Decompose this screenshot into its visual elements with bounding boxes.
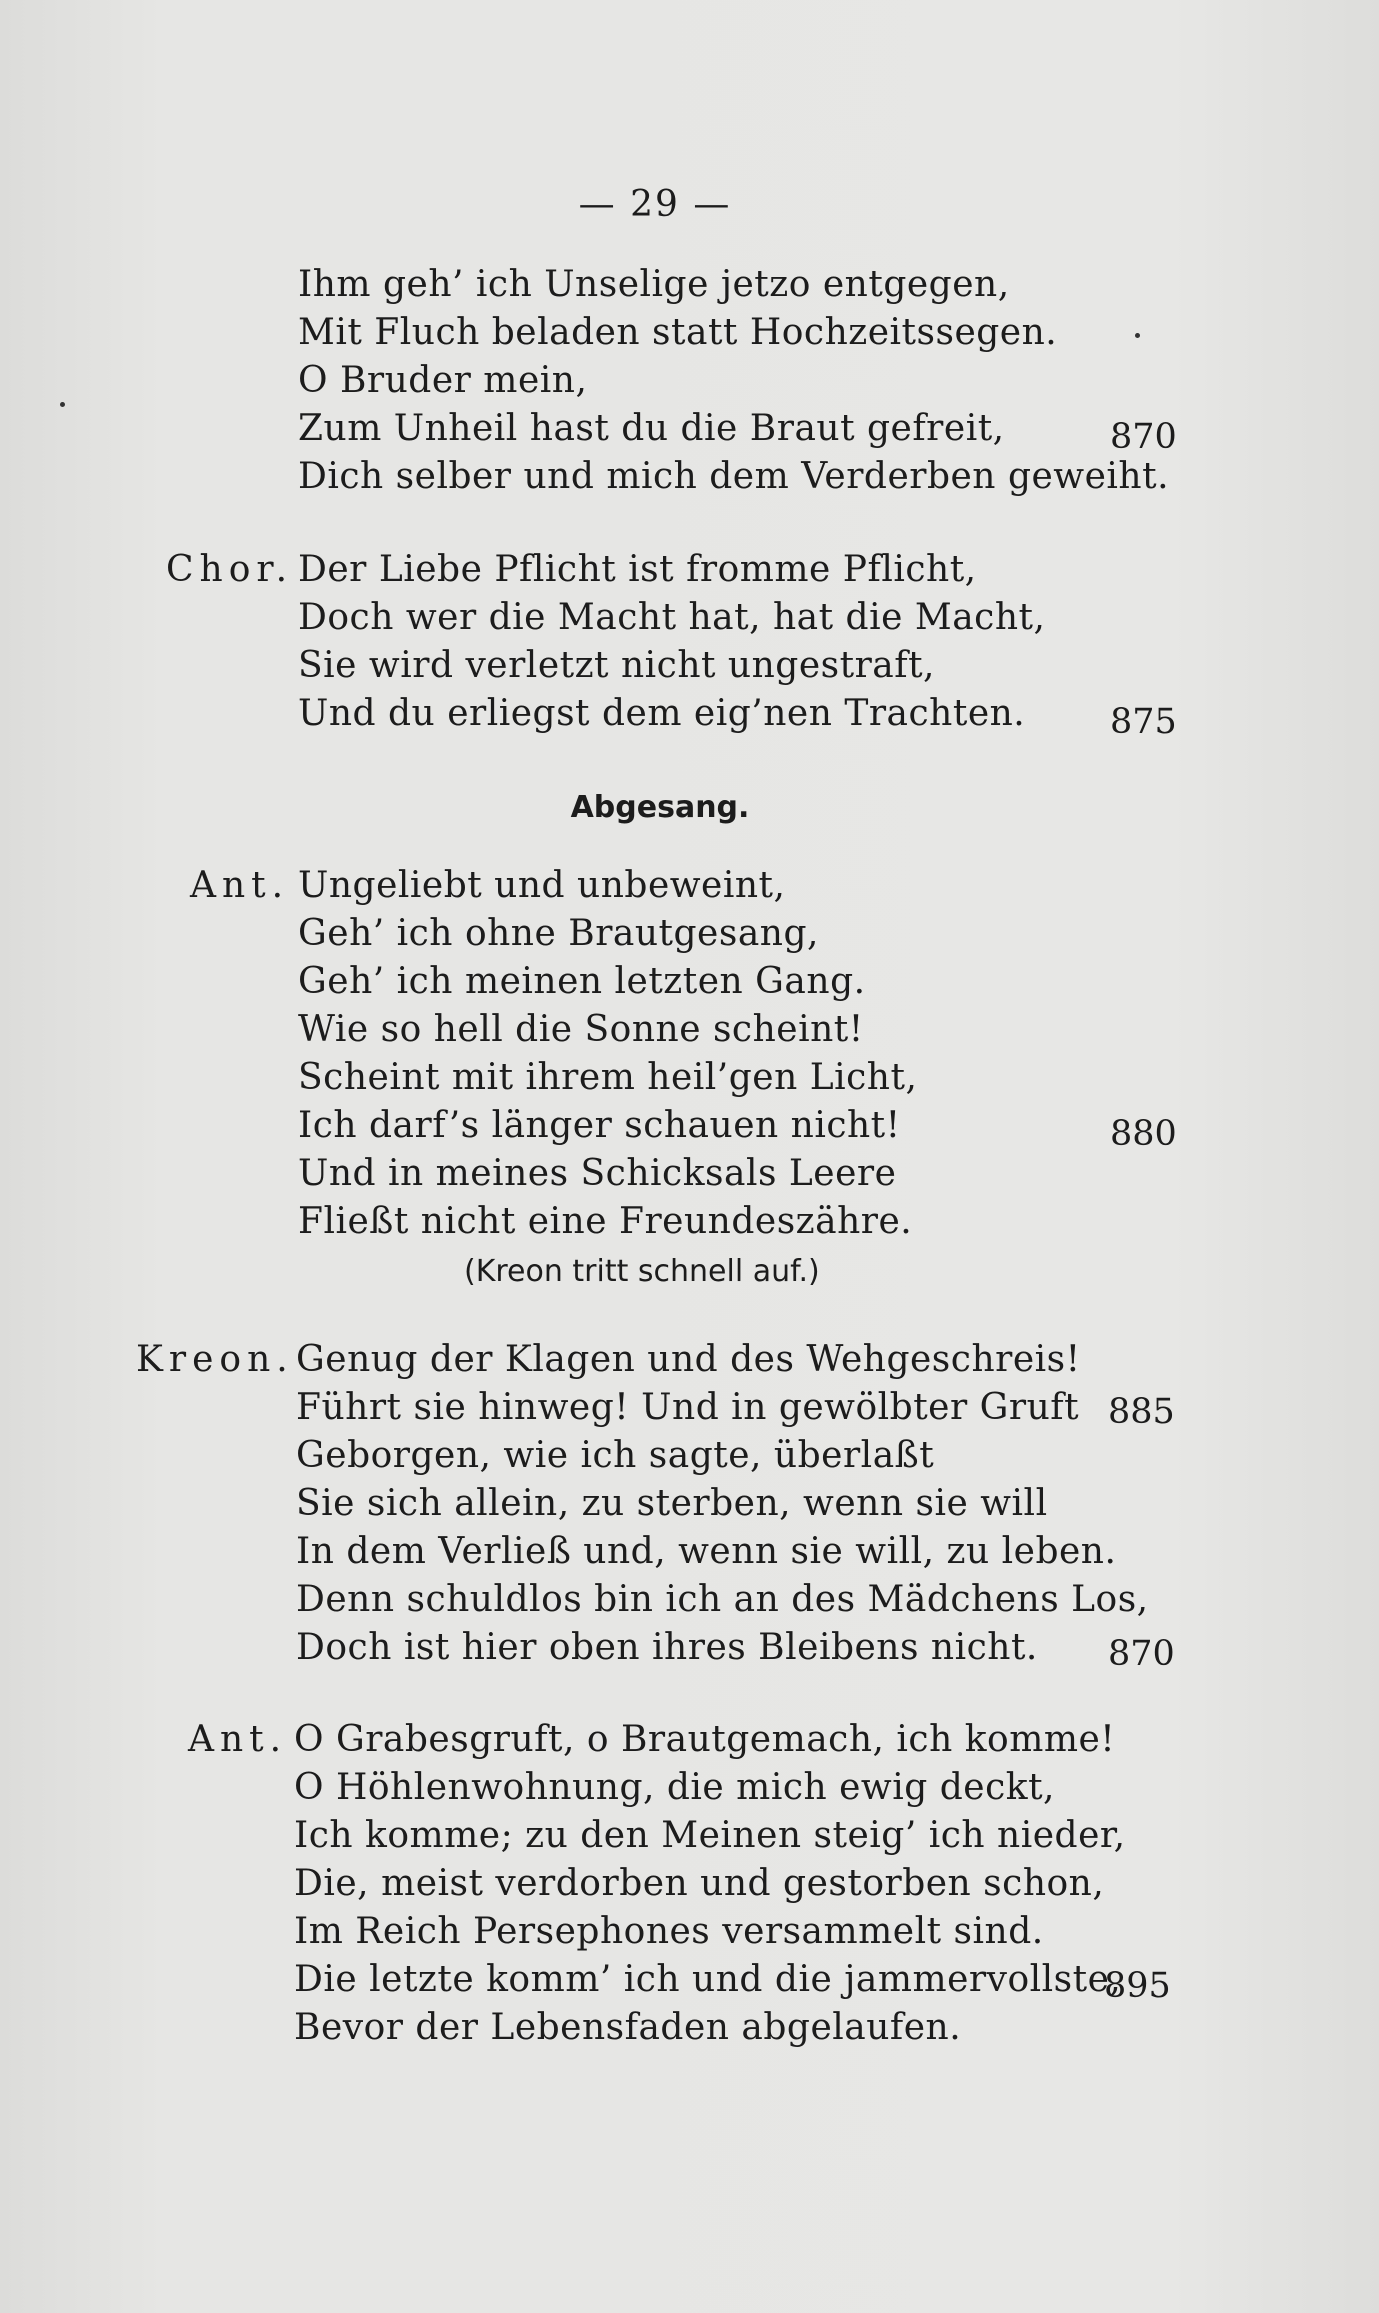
verse-line: Im Reich Persephones versammelt sind. (294, 1911, 1044, 1952)
verse-line: Doch wer die Macht hat, hat die Macht, (298, 597, 1046, 638)
verse-line: Fließt nicht eine Freundeszähre. (298, 1201, 913, 1242)
speaker-label: Ant. (188, 1719, 288, 1760)
scan-speck (1135, 333, 1140, 338)
verse-line: Wie so hell die Sonne scheint! (298, 1009, 864, 1050)
verse-line: Sie wird verletzt nicht ungestraft, (298, 645, 935, 686)
line-number: 875 (1110, 702, 1177, 742)
verse-line: Ungeliebt und unbeweint, (298, 865, 786, 906)
section-heading: Abgesang. (570, 790, 750, 825)
verse-line: Sie sich allein, zu sterben, wenn sie will (296, 1483, 1048, 1524)
line-number: 870 (1108, 1634, 1175, 1674)
line-number: 895 (1104, 1966, 1171, 2006)
verse-line: Geh’ ich meinen letzten Gang. (298, 961, 866, 1002)
verse-line: Ich darf’s länger schauen nicht! (298, 1105, 901, 1146)
verse-line: Bevor der Lebensfaden abgelaufen. (294, 2007, 962, 2048)
verse-line: Und in meines Schicksals Leere (298, 1153, 897, 1194)
verse-line: O Höhlenwohnung, die mich ewig deckt, (294, 1767, 1055, 1808)
verse-line: Ihm geh’ ich Unselige jetzo entgegen, (298, 264, 1010, 305)
speaker-label: Kreon. (136, 1339, 294, 1380)
speaker-label: Chor. (166, 549, 294, 590)
verse-line: O Grabesgruft, o Brautgemach, ich komme! (294, 1719, 1116, 1760)
verse-line: Geh’ ich ohne Brautgesang, (298, 913, 819, 954)
verse-line: Ich komme; zu den Meinen steig’ ich nieder, (294, 1815, 1126, 1856)
verse-line: Die letzte komm’ ich und die jammervollste, (294, 1959, 1122, 2000)
verse-line: In dem Verließ und, wenn sie will, zu leben. (296, 1531, 1117, 1572)
verse-line: Und du erliegst dem eig’nen Trachten. (298, 693, 1026, 734)
verse-line: Doch ist hier oben ihres Bleibens nicht. (296, 1627, 1038, 1668)
verse-line: Mit Fluch beladen statt Hochzeitssegen. (298, 312, 1058, 353)
line-number: 880 (1110, 1114, 1177, 1154)
scan-speck (60, 402, 65, 407)
line-number: 885 (1108, 1392, 1175, 1432)
line-number: 870 (1110, 417, 1177, 457)
stage-direction: (Kreon tritt schnell auf.) (464, 1254, 820, 1289)
verse-line: Scheint mit ihrem heil’gen Licht, (298, 1057, 918, 1098)
verse-line: Der Liebe Pflicht ist fromme Pflicht, (298, 549, 977, 590)
verse-line: Dich selber und mich dem Verderben geweiht. (298, 456, 1170, 497)
verse-line: Geborgen, wie ich sagte, überlaßt (296, 1435, 935, 1476)
page-number: — 29 — (578, 184, 732, 225)
verse-line: Die, meist verdorben und gestorben schon, (294, 1863, 1105, 1904)
verse-line: Zum Unheil hast du die Braut gefreit, (298, 408, 1005, 449)
verse-line: Führt sie hinweg! Und in gewölbter Gruft (296, 1387, 1080, 1428)
verse-line: Denn schuldlos bin ich an des Mädchens Los, (296, 1579, 1149, 1620)
verse-line: O Bruder mein, (298, 360, 588, 401)
speaker-label: Ant. (190, 865, 290, 906)
verse-line: Genug der Klagen und des Wehgeschreis! (296, 1339, 1081, 1380)
